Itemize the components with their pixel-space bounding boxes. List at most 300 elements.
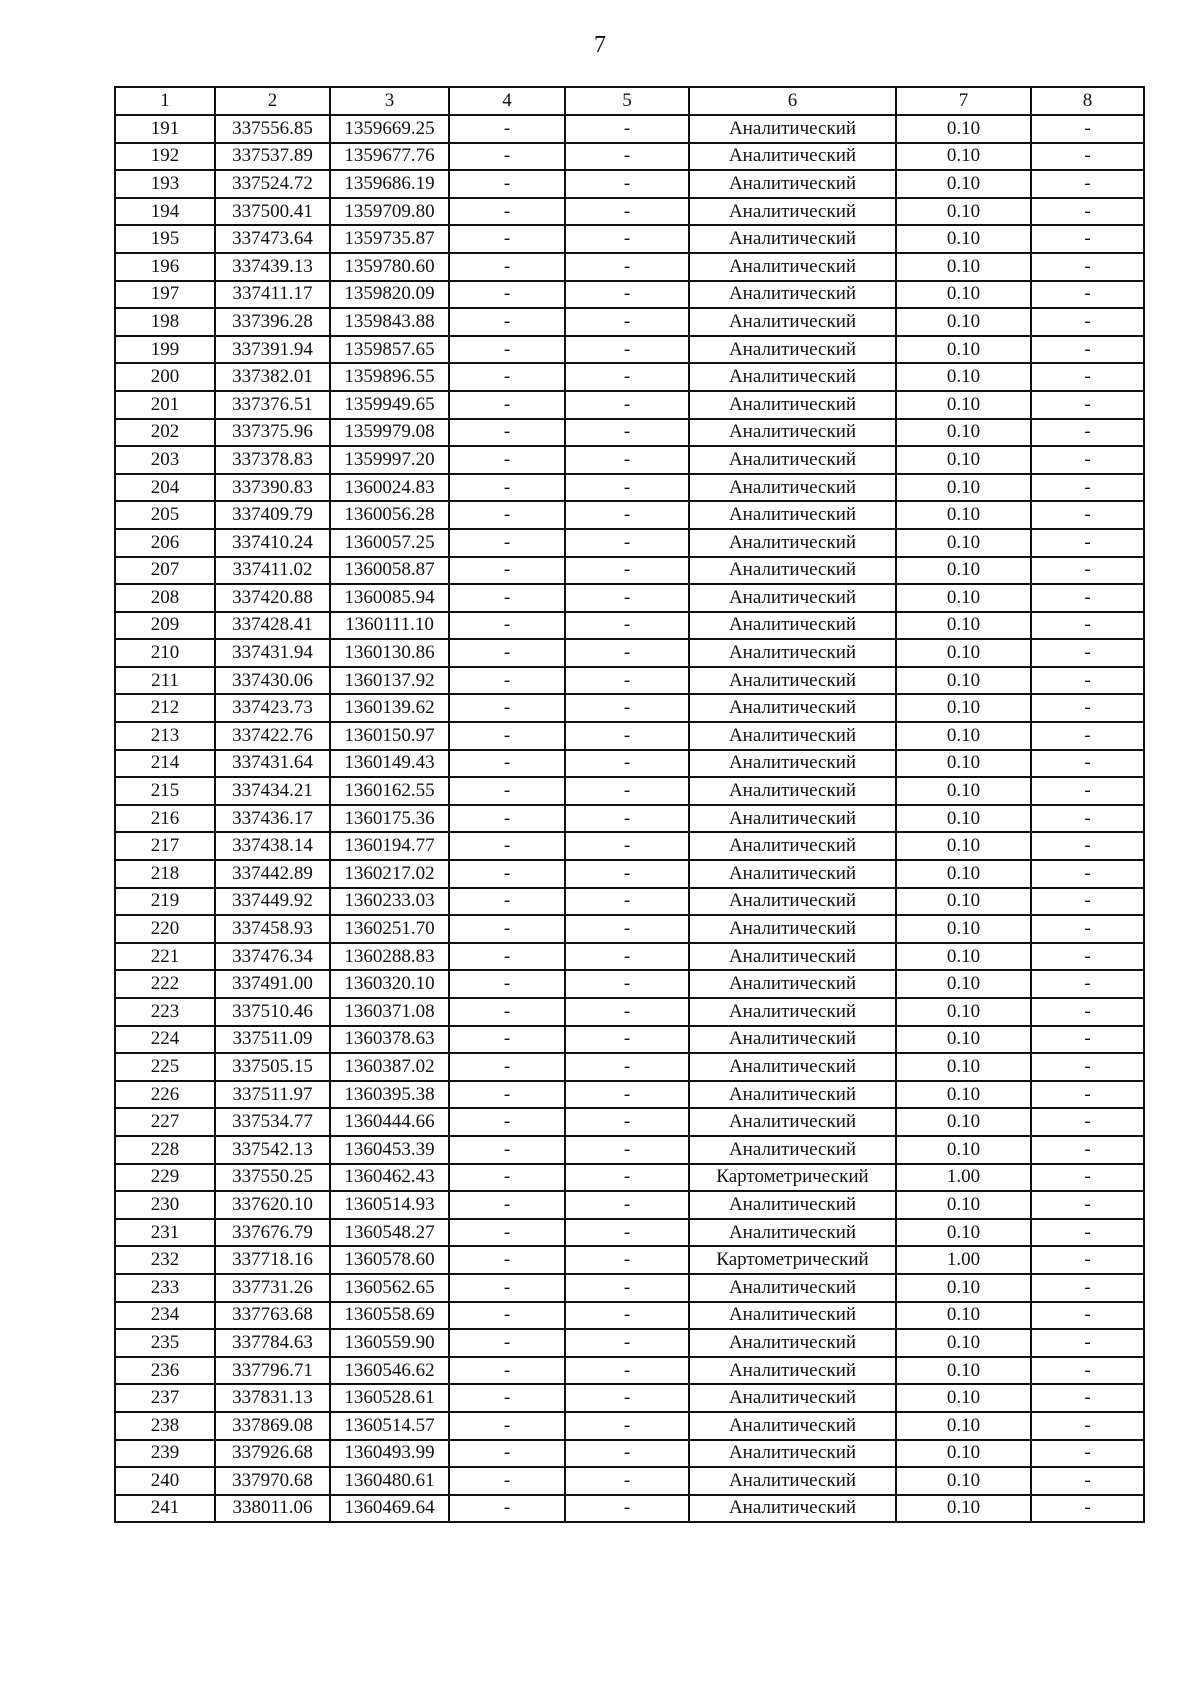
column-8-cell: -	[1031, 1412, 1144, 1440]
point-number-cell: 192	[115, 143, 215, 171]
point-number-cell: 224	[115, 1026, 215, 1054]
page-number: 7	[594, 32, 606, 58]
column-header: 6	[689, 87, 896, 115]
point-number-cell: 228	[115, 1136, 215, 1164]
column-4-cell: -	[449, 474, 565, 502]
x-coordinate-cell: 337476.34	[215, 943, 330, 971]
column-4-cell: -	[449, 584, 565, 612]
column-8-cell: -	[1031, 143, 1144, 171]
y-coordinate-cell: 1360139.62	[330, 694, 449, 722]
x-coordinate-cell: 337550.25	[215, 1164, 330, 1192]
column-4-cell: -	[449, 970, 565, 998]
y-coordinate-cell: 1360058.87	[330, 557, 449, 585]
column-4-cell: -	[449, 1219, 565, 1247]
column-4-cell: -	[449, 915, 565, 943]
column-4-cell: -	[449, 1357, 565, 1385]
column-header: 1	[115, 87, 215, 115]
point-number-cell: 206	[115, 529, 215, 557]
column-5-cell: -	[565, 225, 689, 253]
method-cell: Аналитический	[689, 1384, 896, 1412]
column-5-cell: -	[565, 639, 689, 667]
accuracy-cell: 0.10	[896, 998, 1031, 1026]
method-cell: Аналитический	[689, 1302, 896, 1330]
table-row	[115, 1246, 1144, 1274]
column-4-cell: -	[449, 557, 565, 585]
x-coordinate-cell: 337831.13	[215, 1384, 330, 1412]
y-coordinate-cell: 1360578.60	[330, 1246, 449, 1274]
column-8-cell: -	[1031, 115, 1144, 143]
method-cell: Аналитический	[689, 281, 896, 309]
y-coordinate-cell: 1360024.83	[330, 474, 449, 502]
column-5-cell: -	[565, 584, 689, 612]
table-row	[115, 1384, 1144, 1412]
point-number-cell: 225	[115, 1053, 215, 1081]
accuracy-cell: 0.10	[896, 363, 1031, 391]
column-4-cell: -	[449, 391, 565, 419]
column-8-cell: -	[1031, 1081, 1144, 1109]
method-cell: Аналитический	[689, 143, 896, 171]
method-cell: Аналитический	[689, 170, 896, 198]
x-coordinate-cell: 337439.13	[215, 253, 330, 281]
column-8-cell: -	[1031, 943, 1144, 971]
method-cell: Аналитический	[689, 805, 896, 833]
point-number-cell: 207	[115, 557, 215, 585]
accuracy-cell: 0.10	[896, 805, 1031, 833]
accuracy-cell: 0.10	[896, 419, 1031, 447]
method-cell: Аналитический	[689, 1053, 896, 1081]
point-number-cell: 230	[115, 1191, 215, 1219]
accuracy-cell: 0.10	[896, 943, 1031, 971]
column-8-cell: -	[1031, 584, 1144, 612]
column-4-cell: -	[449, 943, 565, 971]
point-number-cell: 191	[115, 115, 215, 143]
y-coordinate-cell: 1360395.38	[330, 1081, 449, 1109]
method-cell: Аналитический	[689, 1191, 896, 1219]
column-5-cell: -	[565, 805, 689, 833]
x-coordinate-cell: 337458.93	[215, 915, 330, 943]
column-4-cell: -	[449, 860, 565, 888]
point-number-cell: 241	[115, 1495, 215, 1523]
point-number-cell: 239	[115, 1440, 215, 1468]
column-header: 7	[896, 87, 1031, 115]
y-coordinate-cell: 1360462.43	[330, 1164, 449, 1192]
column-4-cell: -	[449, 1026, 565, 1054]
x-coordinate-cell: 337784.63	[215, 1329, 330, 1357]
accuracy-cell: 0.10	[896, 1440, 1031, 1468]
column-4-cell: -	[449, 1495, 565, 1523]
y-coordinate-cell: 1360562.65	[330, 1274, 449, 1302]
accuracy-cell: 0.10	[896, 639, 1031, 667]
column-8-cell: -	[1031, 694, 1144, 722]
y-coordinate-cell: 1359677.76	[330, 143, 449, 171]
table-row	[115, 832, 1144, 860]
column-4-cell: -	[449, 667, 565, 695]
x-coordinate-cell: 337410.24	[215, 529, 330, 557]
method-cell: Аналитический	[689, 225, 896, 253]
x-coordinate-cell: 337436.17	[215, 805, 330, 833]
point-number-cell: 238	[115, 1412, 215, 1440]
point-number-cell: 193	[115, 170, 215, 198]
column-8-cell: -	[1031, 1026, 1144, 1054]
method-cell: Аналитический	[689, 115, 896, 143]
column-8-cell: -	[1031, 998, 1144, 1026]
column-5-cell: -	[565, 501, 689, 529]
column-header: 2	[215, 87, 330, 115]
column-8-cell: -	[1031, 281, 1144, 309]
method-cell: Аналитический	[689, 253, 896, 281]
accuracy-cell: 0.10	[896, 1412, 1031, 1440]
accuracy-cell: 0.10	[896, 1495, 1031, 1523]
table-row	[115, 336, 1144, 364]
column-4-cell: -	[449, 363, 565, 391]
y-coordinate-cell: 1360514.93	[330, 1191, 449, 1219]
column-8-cell: -	[1031, 198, 1144, 226]
column-4-cell: -	[449, 446, 565, 474]
table-row	[115, 1053, 1144, 1081]
y-coordinate-cell: 1360057.25	[330, 529, 449, 557]
table-row	[115, 777, 1144, 805]
accuracy-cell: 0.10	[896, 474, 1031, 502]
column-5-cell: -	[565, 970, 689, 998]
x-coordinate-cell: 337537.89	[215, 143, 330, 171]
y-coordinate-cell: 1360444.66	[330, 1108, 449, 1136]
method-cell: Аналитический	[689, 474, 896, 502]
x-coordinate-cell: 337428.41	[215, 612, 330, 640]
column-5-cell: -	[565, 860, 689, 888]
x-coordinate-cell: 337391.94	[215, 336, 330, 364]
column-8-cell: -	[1031, 860, 1144, 888]
column-5-cell: -	[565, 888, 689, 916]
column-5-cell: -	[565, 363, 689, 391]
y-coordinate-cell: 1360387.02	[330, 1053, 449, 1081]
table-row	[115, 970, 1144, 998]
method-cell: Аналитический	[689, 722, 896, 750]
y-coordinate-cell: 1359896.55	[330, 363, 449, 391]
accuracy-cell: 0.10	[896, 612, 1031, 640]
y-coordinate-cell: 1360194.77	[330, 832, 449, 860]
x-coordinate-cell: 337378.83	[215, 446, 330, 474]
table-row	[115, 1164, 1144, 1192]
column-5-cell: -	[565, 1274, 689, 1302]
y-coordinate-cell: 1359735.87	[330, 225, 449, 253]
x-coordinate-cell: 337511.09	[215, 1026, 330, 1054]
point-number-cell: 231	[115, 1219, 215, 1247]
accuracy-cell: 0.10	[896, 170, 1031, 198]
column-5-cell: -	[565, 832, 689, 860]
accuracy-cell: 0.10	[896, 1384, 1031, 1412]
column-5-cell: -	[565, 1191, 689, 1219]
table-row	[115, 1081, 1144, 1109]
column-5-cell: -	[565, 1219, 689, 1247]
table-row	[115, 1136, 1144, 1164]
column-8-cell: -	[1031, 1440, 1144, 1468]
method-cell: Аналитический	[689, 998, 896, 1026]
column-4-cell: -	[449, 225, 565, 253]
table-row	[115, 1108, 1144, 1136]
method-cell: Аналитический	[689, 888, 896, 916]
x-coordinate-cell: 337970.68	[215, 1467, 330, 1495]
point-number-cell: 218	[115, 860, 215, 888]
column-4-cell: -	[449, 501, 565, 529]
method-cell: Аналитический	[689, 694, 896, 722]
point-number-cell: 202	[115, 419, 215, 447]
x-coordinate-cell: 337396.28	[215, 308, 330, 336]
accuracy-cell: 0.10	[896, 970, 1031, 998]
column-5-cell: -	[565, 1357, 689, 1385]
column-4-cell: -	[449, 1440, 565, 1468]
method-cell: Аналитический	[689, 612, 896, 640]
column-4-cell: -	[449, 1191, 565, 1219]
table-row	[115, 805, 1144, 833]
table-row	[115, 860, 1144, 888]
accuracy-cell: 0.10	[896, 1191, 1031, 1219]
y-coordinate-cell: 1359949.65	[330, 391, 449, 419]
column-8-cell: -	[1031, 170, 1144, 198]
point-number-cell: 194	[115, 198, 215, 226]
column-4-cell: -	[449, 750, 565, 778]
column-5-cell: -	[565, 1136, 689, 1164]
point-number-cell: 200	[115, 363, 215, 391]
x-coordinate-cell: 337449.92	[215, 888, 330, 916]
y-coordinate-cell: 1360480.61	[330, 1467, 449, 1495]
accuracy-cell: 0.10	[896, 888, 1031, 916]
column-header: 8	[1031, 87, 1144, 115]
table-row	[115, 557, 1144, 585]
column-8-cell: -	[1031, 750, 1144, 778]
point-number-cell: 201	[115, 391, 215, 419]
x-coordinate-cell: 337926.68	[215, 1440, 330, 1468]
table-header-row	[115, 87, 1144, 115]
accuracy-cell: 0.10	[896, 1053, 1031, 1081]
table-row	[115, 198, 1144, 226]
accuracy-cell: 0.10	[896, 336, 1031, 364]
table-row	[115, 115, 1144, 143]
accuracy-cell: 0.10	[896, 308, 1031, 336]
accuracy-cell: 0.10	[896, 832, 1031, 860]
column-8-cell: -	[1031, 667, 1144, 695]
column-4-cell: -	[449, 1384, 565, 1412]
column-8-cell: -	[1031, 1191, 1144, 1219]
method-cell: Аналитический	[689, 1136, 896, 1164]
table-row	[115, 1467, 1144, 1495]
method-cell: Аналитический	[689, 419, 896, 447]
point-number-cell: 196	[115, 253, 215, 281]
method-cell: Аналитический	[689, 308, 896, 336]
table-row	[115, 143, 1144, 171]
point-number-cell: 227	[115, 1108, 215, 1136]
method-cell: Аналитический	[689, 1357, 896, 1385]
point-number-cell: 199	[115, 336, 215, 364]
point-number-cell: 214	[115, 750, 215, 778]
column-8-cell: -	[1031, 1219, 1144, 1247]
y-coordinate-cell: 1360111.10	[330, 612, 449, 640]
column-8-cell: -	[1031, 557, 1144, 585]
point-number-cell: 205	[115, 501, 215, 529]
x-coordinate-cell: 337473.64	[215, 225, 330, 253]
column-8-cell: -	[1031, 777, 1144, 805]
y-coordinate-cell: 1359857.65	[330, 336, 449, 364]
column-4-cell: -	[449, 1246, 565, 1274]
table-row	[115, 253, 1144, 281]
method-cell: Аналитический	[689, 446, 896, 474]
column-5-cell: -	[565, 1053, 689, 1081]
x-coordinate-cell: 337431.64	[215, 750, 330, 778]
column-4-cell: -	[449, 1108, 565, 1136]
column-4-cell: -	[449, 115, 565, 143]
x-coordinate-cell: 337534.77	[215, 1108, 330, 1136]
accuracy-cell: 0.10	[896, 1026, 1031, 1054]
x-coordinate-cell: 337411.02	[215, 557, 330, 585]
point-number-cell: 219	[115, 888, 215, 916]
column-5-cell: -	[565, 777, 689, 805]
table-row	[115, 1440, 1144, 1468]
table-row	[115, 639, 1144, 667]
accuracy-cell: 0.10	[896, 198, 1031, 226]
column-4-cell: -	[449, 639, 565, 667]
column-5-cell: -	[565, 308, 689, 336]
table-row	[115, 667, 1144, 695]
y-coordinate-cell: 1359979.08	[330, 419, 449, 447]
column-4-cell: -	[449, 1302, 565, 1330]
column-4-cell: -	[449, 888, 565, 916]
column-8-cell: -	[1031, 419, 1144, 447]
column-8-cell: -	[1031, 1495, 1144, 1523]
table-row	[115, 1357, 1144, 1385]
column-5-cell: -	[565, 998, 689, 1026]
column-5-cell: -	[565, 446, 689, 474]
column-4-cell: -	[449, 998, 565, 1026]
x-coordinate-cell: 337438.14	[215, 832, 330, 860]
y-coordinate-cell: 1360130.86	[330, 639, 449, 667]
column-5-cell: -	[565, 1467, 689, 1495]
column-header: 3	[330, 87, 449, 115]
column-4-cell: -	[449, 1274, 565, 1302]
x-coordinate-cell: 337422.76	[215, 722, 330, 750]
method-cell: Аналитический	[689, 1108, 896, 1136]
column-5-cell: -	[565, 943, 689, 971]
method-cell: Аналитический	[689, 915, 896, 943]
x-coordinate-cell: 337430.06	[215, 667, 330, 695]
column-5-cell: -	[565, 694, 689, 722]
y-coordinate-cell: 1360548.27	[330, 1219, 449, 1247]
column-5-cell: -	[565, 1081, 689, 1109]
accuracy-cell: 0.10	[896, 501, 1031, 529]
accuracy-cell: 0.10	[896, 1081, 1031, 1109]
coordinates-table	[114, 86, 1145, 1523]
column-8-cell: -	[1031, 805, 1144, 833]
column-8-cell: -	[1031, 529, 1144, 557]
point-number-cell: 236	[115, 1357, 215, 1385]
method-cell: Аналитический	[689, 198, 896, 226]
column-5-cell: -	[565, 336, 689, 364]
x-coordinate-cell: 337505.15	[215, 1053, 330, 1081]
accuracy-cell: 0.10	[896, 281, 1031, 309]
column-4-cell: -	[449, 832, 565, 860]
y-coordinate-cell: 1359843.88	[330, 308, 449, 336]
column-8-cell: -	[1031, 1164, 1144, 1192]
method-cell: Аналитический	[689, 970, 896, 998]
y-coordinate-cell: 1360150.97	[330, 722, 449, 750]
method-cell: Аналитический	[689, 639, 896, 667]
x-coordinate-cell: 337869.08	[215, 1412, 330, 1440]
column-5-cell: -	[565, 1164, 689, 1192]
table-row	[115, 419, 1144, 447]
method-cell: Аналитический	[689, 943, 896, 971]
method-cell: Аналитический	[689, 860, 896, 888]
y-coordinate-cell: 1360558.69	[330, 1302, 449, 1330]
point-number-cell: 234	[115, 1302, 215, 1330]
method-cell: Аналитический	[689, 529, 896, 557]
table-row	[115, 750, 1144, 778]
x-coordinate-cell: 337542.13	[215, 1136, 330, 1164]
column-8-cell: -	[1031, 1357, 1144, 1385]
method-cell: Аналитический	[689, 1081, 896, 1109]
column-4-cell: -	[449, 805, 565, 833]
point-number-cell: 226	[115, 1081, 215, 1109]
method-cell: Аналитический	[689, 363, 896, 391]
point-number-cell: 213	[115, 722, 215, 750]
y-coordinate-cell: 1359997.20	[330, 446, 449, 474]
accuracy-cell: 0.10	[896, 722, 1031, 750]
y-coordinate-cell: 1360056.28	[330, 501, 449, 529]
column-4-cell: -	[449, 529, 565, 557]
column-4-cell: -	[449, 1467, 565, 1495]
table-row	[115, 915, 1144, 943]
column-header: 5	[565, 87, 689, 115]
column-8-cell: -	[1031, 336, 1144, 364]
column-4-cell: -	[449, 198, 565, 226]
x-coordinate-cell: 337511.97	[215, 1081, 330, 1109]
column-5-cell: -	[565, 1329, 689, 1357]
method-cell: Аналитический	[689, 1219, 896, 1247]
point-number-cell: 195	[115, 225, 215, 253]
table-row	[115, 446, 1144, 474]
y-coordinate-cell: 1360251.70	[330, 915, 449, 943]
point-number-cell: 237	[115, 1384, 215, 1412]
column-5-cell: -	[565, 1412, 689, 1440]
column-8-cell: -	[1031, 1329, 1144, 1357]
column-8-cell: -	[1031, 1467, 1144, 1495]
x-coordinate-cell: 337409.79	[215, 501, 330, 529]
y-coordinate-cell: 1359820.09	[330, 281, 449, 309]
y-coordinate-cell: 1360085.94	[330, 584, 449, 612]
column-8-cell: -	[1031, 501, 1144, 529]
column-4-cell: -	[449, 336, 565, 364]
x-coordinate-cell: 337423.73	[215, 694, 330, 722]
column-8-cell: -	[1031, 832, 1144, 860]
column-4-cell: -	[449, 777, 565, 805]
table-row	[115, 1219, 1144, 1247]
point-number-cell: 240	[115, 1467, 215, 1495]
column-8-cell: -	[1031, 722, 1144, 750]
column-5-cell: -	[565, 1384, 689, 1412]
table-row	[115, 998, 1144, 1026]
method-cell: Аналитический	[689, 557, 896, 585]
column-4-cell: -	[449, 143, 565, 171]
accuracy-cell: 0.10	[896, 860, 1031, 888]
point-number-cell: 229	[115, 1164, 215, 1192]
column-8-cell: -	[1031, 363, 1144, 391]
column-4-cell: -	[449, 253, 565, 281]
point-number-cell: 211	[115, 667, 215, 695]
point-number-cell: 233	[115, 1274, 215, 1302]
column-4-cell: -	[449, 1164, 565, 1192]
column-5-cell: -	[565, 529, 689, 557]
point-number-cell: 197	[115, 281, 215, 309]
point-number-cell: 212	[115, 694, 215, 722]
column-8-cell: -	[1031, 1136, 1144, 1164]
column-8-cell: -	[1031, 1384, 1144, 1412]
